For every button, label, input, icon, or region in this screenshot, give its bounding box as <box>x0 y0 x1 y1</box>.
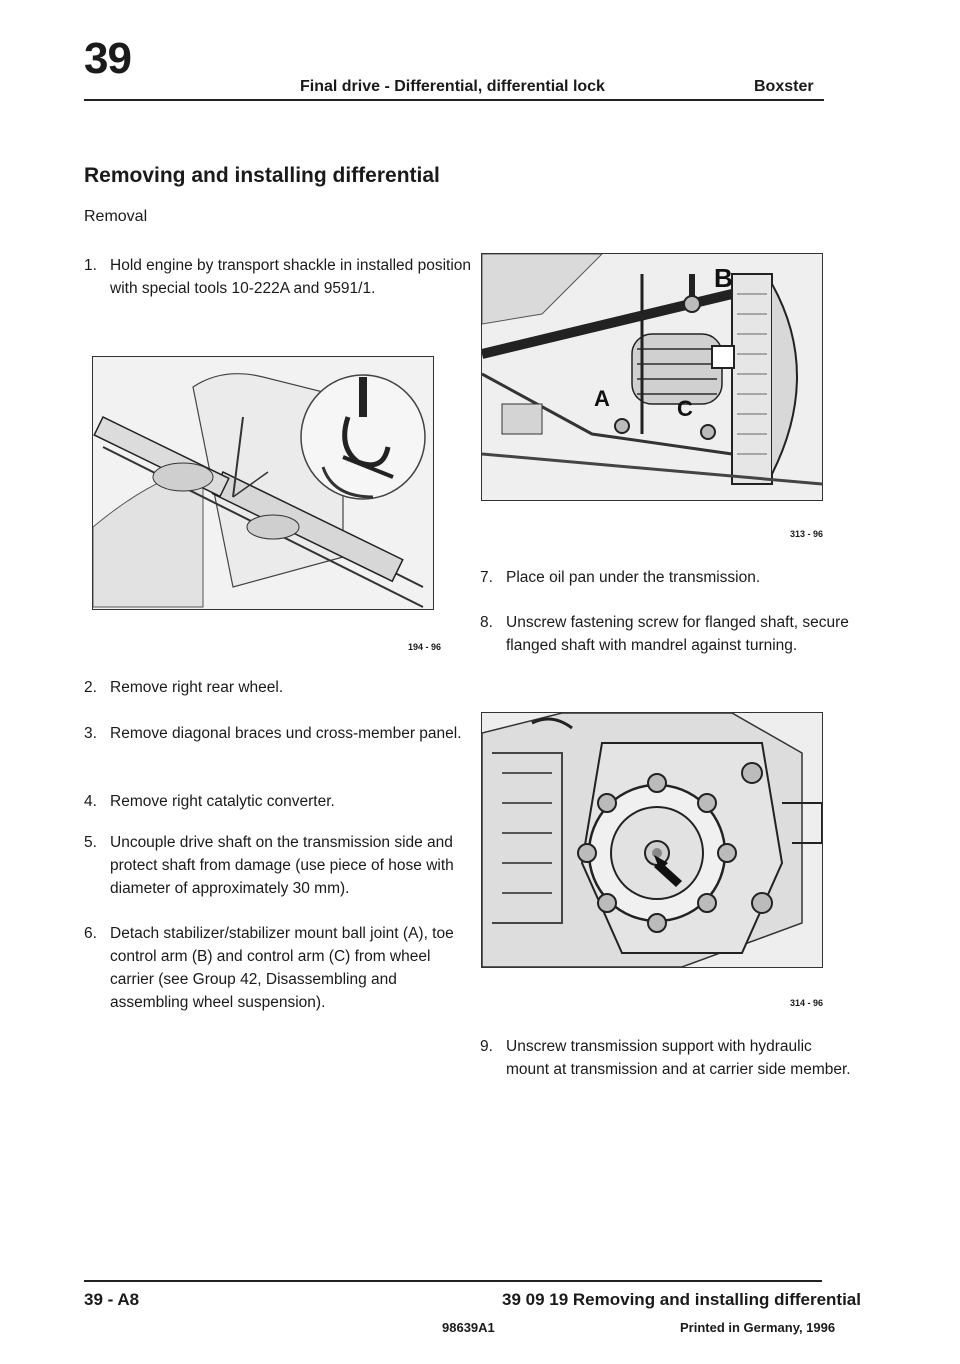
figure-suspension-joints <box>481 253 823 501</box>
step-7 <box>480 566 856 589</box>
step-2 <box>84 676 474 699</box>
header-model: Boxster <box>754 78 814 95</box>
label-b: B <box>714 263 733 293</box>
step-number: 7. <box>480 569 493 586</box>
step-number: 8. <box>480 614 493 631</box>
step-3 <box>84 722 474 745</box>
step-8 <box>480 611 856 657</box>
step-text: Uncouple drive shaft on the transmission side and protect shaft from damage (use piece of hose with diameter of approximately 30 mm). <box>110 834 454 897</box>
transmission-illustration <box>482 713 822 967</box>
step-text: Remove right rear wheel. <box>110 679 284 696</box>
print-info: Printed in Germany, 1996 <box>680 1320 836 1335</box>
step-number: 2. <box>84 679 97 696</box>
label-c: C <box>677 396 693 421</box>
figure-code: 194 - 96 <box>408 642 442 652</box>
figure-transport-shackle <box>92 356 434 610</box>
subsection-title: Removal <box>84 208 148 225</box>
page-number: 39 - A8 <box>84 1290 140 1309</box>
header-title: Final drive - Differential, differential lock <box>300 78 605 95</box>
step-number: 9. <box>480 1038 493 1055</box>
label-a: A <box>594 386 610 411</box>
transport-shackle-illustration <box>93 357 433 609</box>
step-text: Remove diagonal braces und cross-member panel. <box>110 725 462 742</box>
step-text: Unscrew fastening screw for flanged shaft, secure flanged shaft with mandrel against turning. <box>506 614 849 654</box>
step-4 <box>84 790 474 813</box>
step-number: 4. <box>84 793 97 810</box>
figure-flanged-shaft <box>481 712 823 968</box>
group-number: 39 <box>84 34 131 83</box>
step-5 <box>84 831 474 900</box>
document-code: 98639A1 <box>442 1320 495 1335</box>
figure-code: 314 - 96 <box>790 998 824 1008</box>
step-text: Unscrew transmission support with hydraulic mount at transmission and at carrier side member. <box>506 1038 851 1078</box>
step-6 <box>84 922 474 1014</box>
step-number: 5. <box>84 834 97 851</box>
step-1 <box>84 254 474 300</box>
step-number: 6. <box>84 925 97 942</box>
step-number: 3. <box>84 725 97 742</box>
step-number: 1. <box>84 257 97 274</box>
section-title: Removing and installing differential <box>84 164 440 187</box>
header-divider <box>84 99 824 101</box>
suspension-illustration <box>482 254 822 500</box>
footer-title: 39 09 19 Removing and installing differential <box>502 1290 861 1309</box>
step-text: Place oil pan under the transmission. <box>506 569 761 586</box>
step-text: Hold engine by transport shackle in installed position with special tools 10-222A and 9591/1. <box>110 257 472 297</box>
footer-divider <box>84 1280 822 1282</box>
step-text: Detach stabilizer/stabilizer mount ball joint (A), toe control arm (B) and control arm (C) from wheel carrier (see Group 42, Disassembling and assembling wheel suspension). <box>110 925 454 1011</box>
figure-code: 313 - 96 <box>790 529 824 539</box>
step-text: Remove right catalytic converter. <box>110 793 335 810</box>
step-9 <box>480 1035 856 1081</box>
